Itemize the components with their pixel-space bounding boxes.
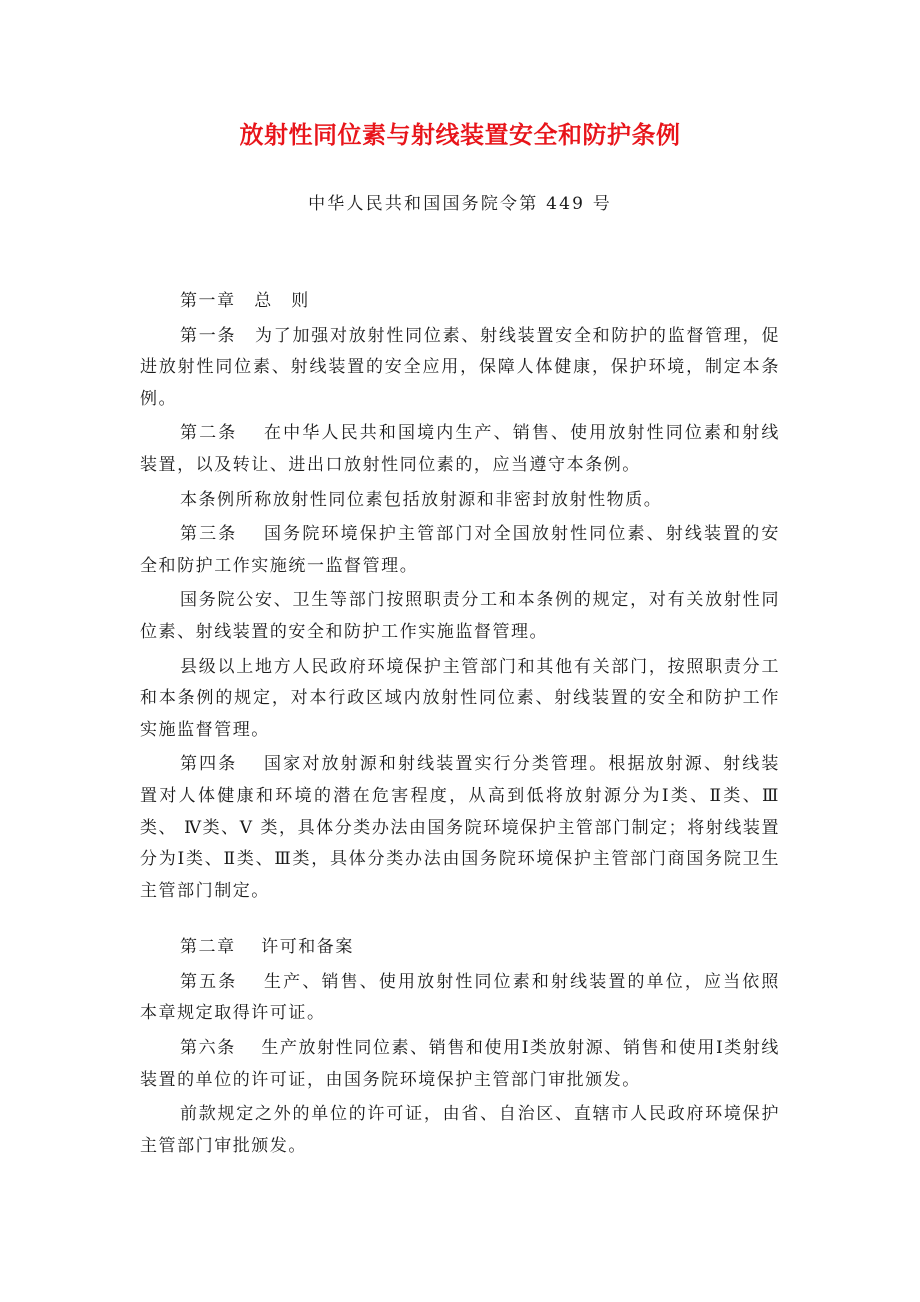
document-title: 放射性同位素与射线装置安全和防护条例	[239, 120, 681, 149]
article-paragraph: 第四条 国家对放射源和射线装置实行分类管理。根据放射源、射线装置对人体健康和环境的潜在危害程度，从高到低将放射源分为Ⅰ类、Ⅱ类、Ⅲ类、 Ⅳ类、Ⅴ 类，具体分类办法由国务院环境保护主管部门制定；将射线装置分为Ⅰ类、Ⅱ类、Ⅲ类，具体分类办法由国务院环境保护主管部门商国务院卫生主管部门制定。	[140, 754, 780, 901]
article-paragraph: 第六条 生产放射性同位素、销售和使用Ⅰ类放射源、销售和使用Ⅰ类射线装置的单位的许可证，由国务院环境保护主管部门审批颁发。	[140, 1038, 780, 1090]
article-paragraph: 县级以上地方人民政府环境保护主管部门和其他有关部门，按照职责分工和本条例的规定，对本行政区域内放射性同位素、射线装置的安全和防护工作实施监督管理。	[140, 656, 780, 740]
article-paragraph: 第五条 生产、销售、使用放射性同位素和射线装置的单位，应当依照本章规定取得许可证。	[140, 971, 780, 1024]
article-paragraph: 第二条 在中华人民共和国境内生产、销售、使用放射性同位素和射线装置，以及转让、进出口放射性同位素的，应当遵守本条例。	[140, 423, 780, 475]
chapter-heading: 第一章 总 则	[180, 291, 310, 311]
article-paragraph: 第三条 国务院环境保护主管部门对全国放射性同位素、射线装置的安全和防护工作实施统一监督管理。	[140, 524, 780, 576]
article-paragraph: 本条例所称放射性同位素包括放射源和非密封放射性物质。	[180, 489, 663, 510]
article-paragraph: 国务院公安、卫生等部门按照职责分工和本条例的规定，对有关放射性同位素、射线装置的安全和防护工作实施监督管理。	[140, 590, 780, 642]
document-subtitle: 中华人民共和国国务院令第 449 号	[308, 194, 612, 214]
article-paragraph: 第一条 为了加强对放射性同位素、射线装置安全和防护的监督管理，促进放射性同位素、射线装置的安全应用，保障人体健康，保护环境，制定本条例。	[140, 325, 780, 409]
chapter-heading: 第二章 许可和备案	[180, 937, 354, 958]
article-paragraph: 前款规定之外的单位的许可证，由省、自治区、直辖市人民政府环境保护主管部门审批颁发。	[140, 1104, 780, 1156]
document-body	[140, 286, 780, 1165]
